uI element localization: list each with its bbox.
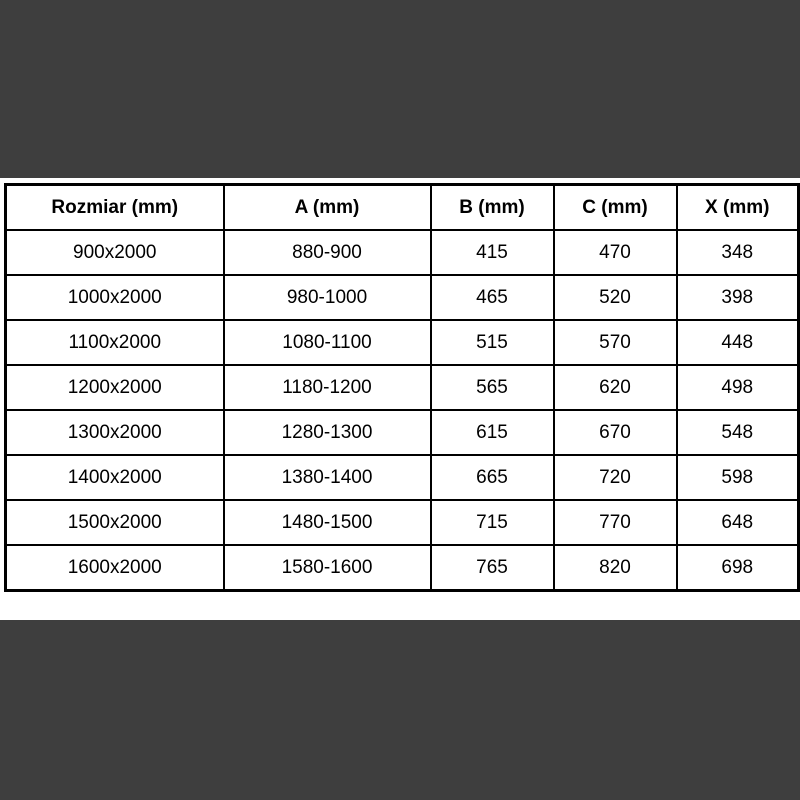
- table-cell: 598: [677, 455, 799, 500]
- table-cell: 770: [554, 500, 677, 545]
- dimensions-table: [4, 183, 800, 592]
- table-cell: 1100x2000: [6, 320, 224, 365]
- table-cell: 1180-1200: [224, 365, 431, 410]
- table-row: [6, 320, 799, 365]
- table-header-cell-x: X (mm): [677, 185, 799, 231]
- table-panel: [0, 178, 800, 620]
- table-cell: 1300x2000: [6, 410, 224, 455]
- table-cell: 820: [554, 545, 677, 591]
- table-cell: 1600x2000: [6, 545, 224, 591]
- table-cell: 470: [554, 230, 677, 275]
- table-cell: 670: [554, 410, 677, 455]
- table-cell: 1200x2000: [6, 365, 224, 410]
- table-cell: 448: [677, 320, 799, 365]
- table-cell: 615: [431, 410, 554, 455]
- table-body: [6, 230, 799, 591]
- table-cell: 398: [677, 275, 799, 320]
- table-cell: 620: [554, 365, 677, 410]
- table-header-cell-rozmiar: Rozmiar (mm): [6, 185, 224, 231]
- table-cell: 980-1000: [224, 275, 431, 320]
- table-cell: 498: [677, 365, 799, 410]
- table-header-cell-b: B (mm): [431, 185, 554, 231]
- table-cell: 880-900: [224, 230, 431, 275]
- table-cell: 900x2000: [6, 230, 224, 275]
- table-row: [6, 275, 799, 320]
- table-header-cell-a: A (mm): [224, 185, 431, 231]
- table-cell: 1580-1600: [224, 545, 431, 591]
- table-cell: 515: [431, 320, 554, 365]
- table-cell: 1000x2000: [6, 275, 224, 320]
- table-header-cell-c: C (mm): [554, 185, 677, 231]
- table-cell: 698: [677, 545, 799, 591]
- table-cell: 665: [431, 455, 554, 500]
- table-cell: 1480-1500: [224, 500, 431, 545]
- table-cell: 715: [431, 500, 554, 545]
- table-row: [6, 410, 799, 455]
- table-cell: 1380-1400: [224, 455, 431, 500]
- table-cell: 565: [431, 365, 554, 410]
- table-cell: 415: [431, 230, 554, 275]
- table-cell: 548: [677, 410, 799, 455]
- table-header-row: [6, 185, 799, 231]
- table-cell: 720: [554, 455, 677, 500]
- table-row: [6, 545, 799, 591]
- table-cell: 465: [431, 275, 554, 320]
- table-cell: 648: [677, 500, 799, 545]
- table-row: [6, 230, 799, 275]
- table-cell: 1280-1300: [224, 410, 431, 455]
- table-row: [6, 455, 799, 500]
- table-cell: 348: [677, 230, 799, 275]
- table-row: [6, 500, 799, 545]
- table-row: [6, 365, 799, 410]
- table-cell: 520: [554, 275, 677, 320]
- table-cell: 570: [554, 320, 677, 365]
- table-cell: 1080-1100: [224, 320, 431, 365]
- table-cell: 1400x2000: [6, 455, 224, 500]
- table-cell: 1500x2000: [6, 500, 224, 545]
- table-cell: 765: [431, 545, 554, 591]
